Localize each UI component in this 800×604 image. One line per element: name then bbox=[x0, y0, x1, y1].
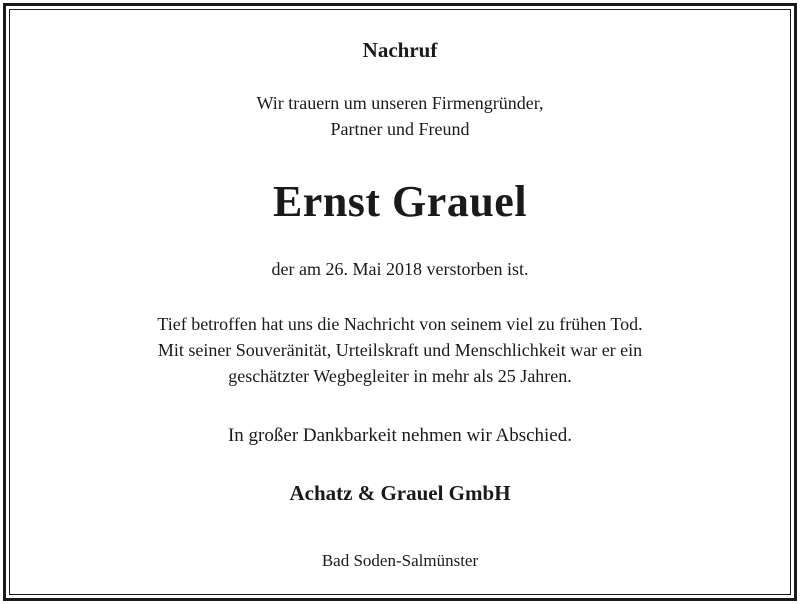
death-date-line: der am 26. Mai 2018 verstorben ist. bbox=[271, 259, 529, 279]
intro-line-1: Wir trauern um unseren Firmengründer, bbox=[256, 93, 544, 113]
company-name: Achatz & Grauel GmbH bbox=[289, 481, 511, 505]
farewell-line: In großer Dankbarkeit nehmen wir Abschied. bbox=[227, 425, 572, 446]
body-line-3: geschätzter Wegbegleiter in mehr als 25 Jahren. bbox=[228, 366, 572, 386]
deceased-name: Ernst Grauel bbox=[272, 177, 528, 226]
body-line-1: Tief betroffen hat uns die Nachricht von seinem viel zu frühen Tod. bbox=[157, 314, 643, 334]
body-line-2: Mit seiner Souveränität, Urteilskraft und Menschlichkeit war er ein bbox=[157, 340, 643, 360]
notice-heading: Nachruf bbox=[362, 38, 438, 62]
intro-line-2: Partner und Freund bbox=[330, 119, 470, 139]
company-location: Bad Soden-Salmünster bbox=[321, 551, 479, 570]
